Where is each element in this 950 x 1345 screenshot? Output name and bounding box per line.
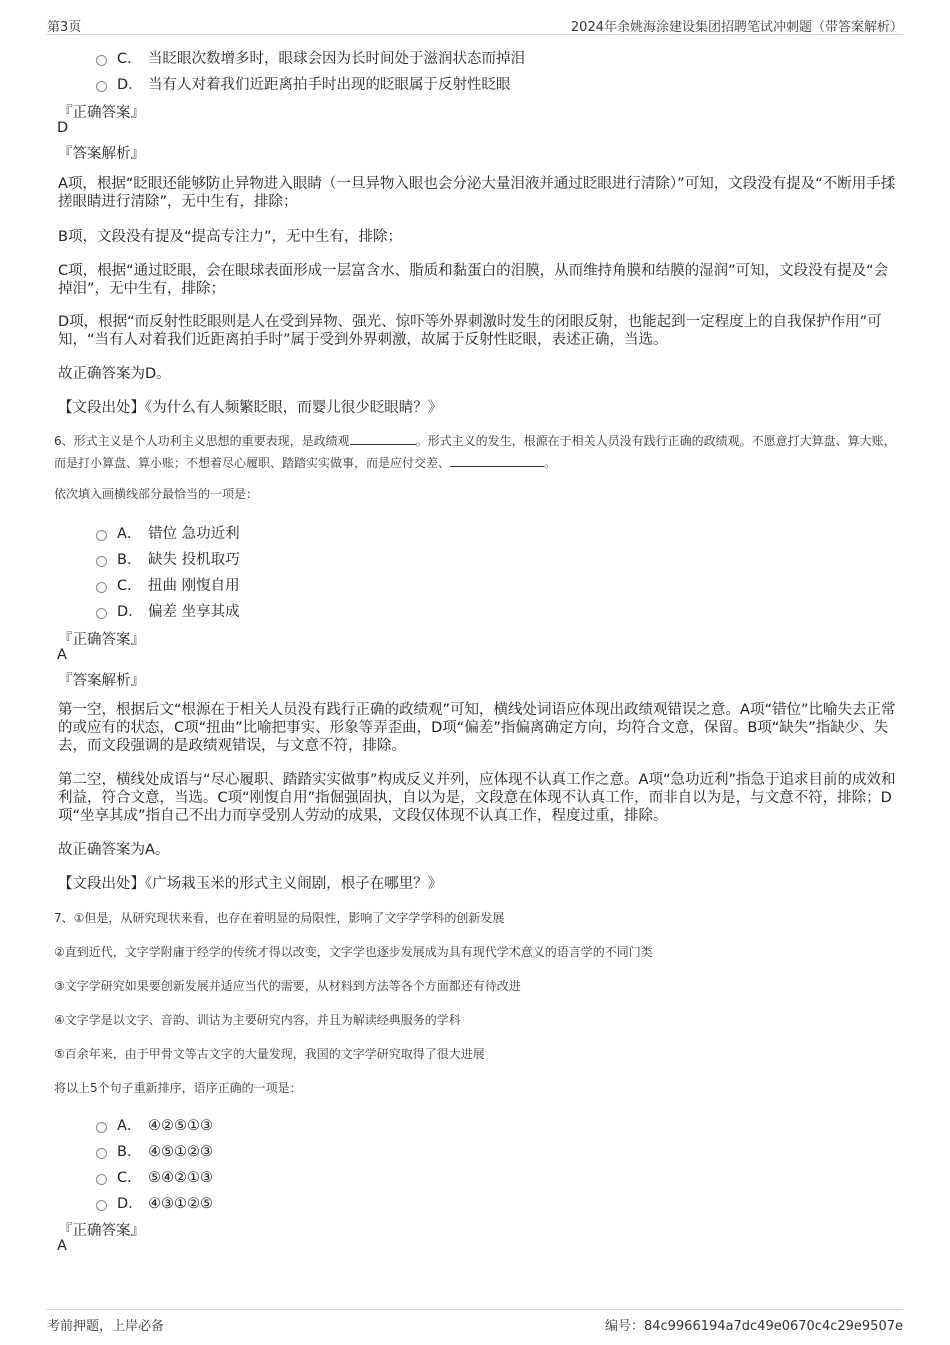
q5-answer: D [57, 120, 69, 136]
q6-blank-1 [350, 432, 416, 445]
q6-prompt: 依次填入画横线部分最恰当的一项是： [54, 487, 259, 501]
radio-icon[interactable] [96, 55, 107, 66]
q7-option-b[interactable]: B． ④⑤①②③ [96, 1140, 213, 1161]
page-number: 第3页 [47, 20, 82, 35]
q5-analysis-b: B项，文段没有提及“提高专注力”，无中生有，排除； [58, 229, 402, 245]
q6-source: 【文段出处】《广场栽玉米的形式主义闹剧，根子在哪里？》 [58, 876, 443, 892]
radio-icon[interactable] [96, 582, 107, 593]
footer-slogan: 考前押题，上岸必备 [47, 1319, 165, 1334]
q7-option-c[interactable]: C． ⑤④②①③ [96, 1166, 213, 1187]
q7-prompt: 将以上5个句子重新排序，语序正确的一项是： [54, 1081, 302, 1095]
q6-analysis-second-blank: 第二空，横线处成语与“尽心履职、踏踏实实做事”构成反义并列，应体现不认真工作之意。A项“急功近利”指急于追求目前的成效和利益，符合文意，当选。C项“刚愎自用”指倔强固执，自以为是，文段意在体现不认真工作，而非自以为是，与文意不符，排除；D项“坐享其成”指自己不出力而享受别人劳动的成果，文段仅体现不认真工作，程度过重，排除。 [58, 772, 896, 824]
q6-option-d[interactable]: D． 偏差 坐享其成 [96, 600, 240, 621]
document-code: 编号：84c9966194a7dc49e0670c4c29e9507e [604, 1319, 903, 1334]
page-header [47, 14, 903, 35]
radio-icon[interactable] [96, 1174, 107, 1185]
q7-option-a[interactable]: A． ④②⑤①③ [96, 1114, 213, 1135]
radio-icon[interactable] [96, 556, 107, 567]
radio-icon[interactable] [96, 1122, 107, 1133]
q6-stem: 6、形式主义是个人功利主义思想的重要表现，是政绩观 。形式主义的发生，根源在于相关人员没有践行正确的政绩观。不愿意打大算盘、算大账，而是打小算盘、算小账；不想着尽心履职、踏踏实实做事，而是应付交差、 。 [54, 434, 896, 470]
q5-source: 【文段出处】《为什么有人频繁眨眼，而婴儿很少眨眼睛？》 [58, 400, 443, 416]
radio-icon[interactable] [96, 608, 107, 619]
radio-icon[interactable] [96, 530, 107, 541]
q5-option-d[interactable]: D． 当有人对着我们近距离拍手时出现的眨眼属于反射性眨眼 [96, 73, 511, 94]
q6-analysis-first-blank: 第一空，根据后文“根源在于相关人员没有践行正确的政绩观”可知，横线处词语应体现出政绩观错误之意。A项“错位”比喻失去正常的或应有的状态，C项“扭曲”比喻把事实、形象等弄歪曲，D项“偏差”指偏离确定方向，均符合文意，保留。B项“缺失”指缺少、失去，而文段强调的是政绩观错误，与文意不符，排除。 [58, 702, 896, 754]
q7-answer-label: 『正确答案』 [58, 1223, 145, 1239]
q7-sentence-5: ⑤百余年来，由于甲骨文等古文字的大量发现，我国的文字学研究取得了很大进展 [54, 1047, 485, 1061]
q5-answer-label: 『正确答案』 [58, 105, 145, 121]
q7-sentence-4: ④文字学是以文字、音韵、训诂为主要研究内容，并且为解读经典服务的学科 [54, 1013, 461, 1027]
q6-option-b[interactable]: B． 缺失 投机取巧 [96, 548, 240, 569]
q7-sentence-3: ③文字学研究如果要创新发展并适应当代的需要，从材料到方法等各个方面都还有待改进 [54, 979, 521, 993]
q6-analysis-label: 『答案解析』 [58, 673, 145, 689]
q6-option-a[interactable]: A． 错位 急功近利 [96, 522, 240, 543]
page-footer [47, 1309, 903, 1336]
q7-sentence-2: ②直到近代，文字学附庸于经学的传统才得以改变，文字学也逐步发展成为具有现代学术意义的语言学的不同门类 [54, 945, 653, 959]
q6-blank-2 [450, 454, 544, 467]
q6-answer: A [57, 647, 67, 663]
q6-conclusion: 故正确答案为A。 [58, 842, 170, 858]
q6-option-c[interactable]: C． 扭曲 刚愎自用 [96, 574, 240, 595]
q7-answer: A [57, 1238, 67, 1254]
q5-conclusion: 故正确答案为D。 [58, 366, 171, 382]
q5-analysis-a: A项，根据“眨眼还能够防止异物进入眼睛（一旦异物入眼也会分泌大量泪液并通过眨眼进行清除）”可知，文段没有提及“不断用手揉搓眼睛进行清除”，无中生有，排除； [58, 176, 896, 210]
q7-sentence-1: 7、①但是，从研究现状来看，也存在着明显的局限性，影响了文字学学科的创新发展 [54, 911, 505, 925]
q5-analysis-label: 『答案解析』 [58, 146, 145, 162]
q5-analysis-c: C项，根据“通过眨眼，会在眼球表面形成一层富含水、脂质和黏蛋白的泪膜，从而维持角膜和结膜的湿润”可知，文段没有提及“会掉泪”，无中生有，排除； [58, 263, 889, 297]
q6-answer-label: 『正确答案』 [58, 632, 145, 648]
q5-analysis-d: D项，根据“而反射性眨眼则是人在受到异物、强光、惊吓等外界刺激时发生的闭眼反射，也能起到一定程度上的自我保护作用”可知，“当有人对着我们近距离拍手时”属于受到外界刺激，故属于反射性眨眼，表述正确，当选。 [58, 314, 882, 348]
q7-option-d[interactable]: D． ④③①②⑤ [96, 1192, 213, 1213]
document-title: 2024年余姚海涂建设集团招聘笔试冲刺题（带答案解析） [570, 20, 903, 35]
q5-option-c[interactable]: C． 当眨眼次数增多时，眼球会因为长时间处于滋润状态而掉泪 [96, 47, 525, 68]
radio-icon[interactable] [96, 81, 107, 92]
radio-icon[interactable] [96, 1148, 107, 1159]
radio-icon[interactable] [96, 1200, 107, 1211]
